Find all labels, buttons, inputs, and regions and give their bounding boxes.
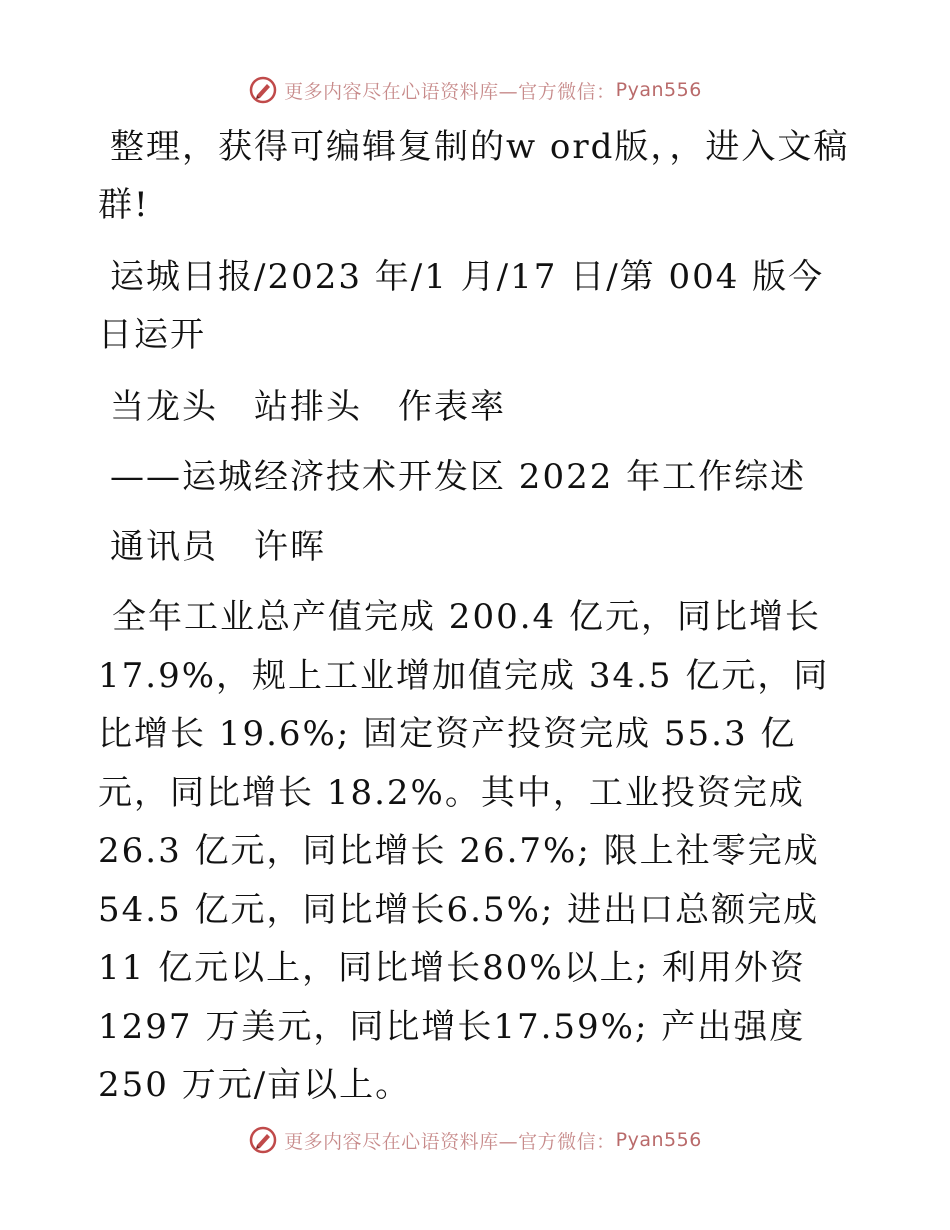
watermark-text: 更多内容尽在心语资料库—官方微信： — [284, 1130, 616, 1153]
watermark-wechat-id: Pyan556 — [615, 79, 702, 101]
article-subheadline: ——运城经济技术开发区 2022 年工作综述 — [110, 457, 807, 497]
pen-logo-icon — [248, 75, 278, 105]
intro-text: 整理，获得可编辑复制的w ord版，，进入文稿群! — [98, 127, 850, 225]
pen-logo-icon — [248, 1125, 278, 1155]
watermark-wechat-id: Pyan556 — [615, 1129, 702, 1151]
article-headline: 当龙头 站排头 作表率 — [110, 387, 506, 427]
footer-watermark — [0, 1120, 950, 1160]
source-line: 运城日报/2023 年/1 月/17 日/第 004 版今日运开 — [98, 257, 825, 355]
article-body: 全年工业总产值完成 200.4 亿元，同比增长17.9%，规上工业增加值完成 34.5 亿元，同比增长 19.6%; 固定资产投资完成 55.3 亿元，同比增长 18.2%。其中，工业投资完成 26.3 亿元，同比增长 26.7%; 限上社零完成 54.5 亿元，同比增长6.5%; 进出口总额完成 11 亿元以上，同比增长80%以上; 利用外资 1297 万美元，同比增长17.59%; 产出强度 250 万元/亩以上。 — [98, 597, 830, 1105]
document-content — [98, 118, 858, 1115]
watermark-text: 更多内容尽在心语资料库—官方微信： — [284, 80, 616, 103]
article-byline: 通讯员 许晖 — [110, 527, 326, 567]
header-watermark — [0, 70, 950, 110]
